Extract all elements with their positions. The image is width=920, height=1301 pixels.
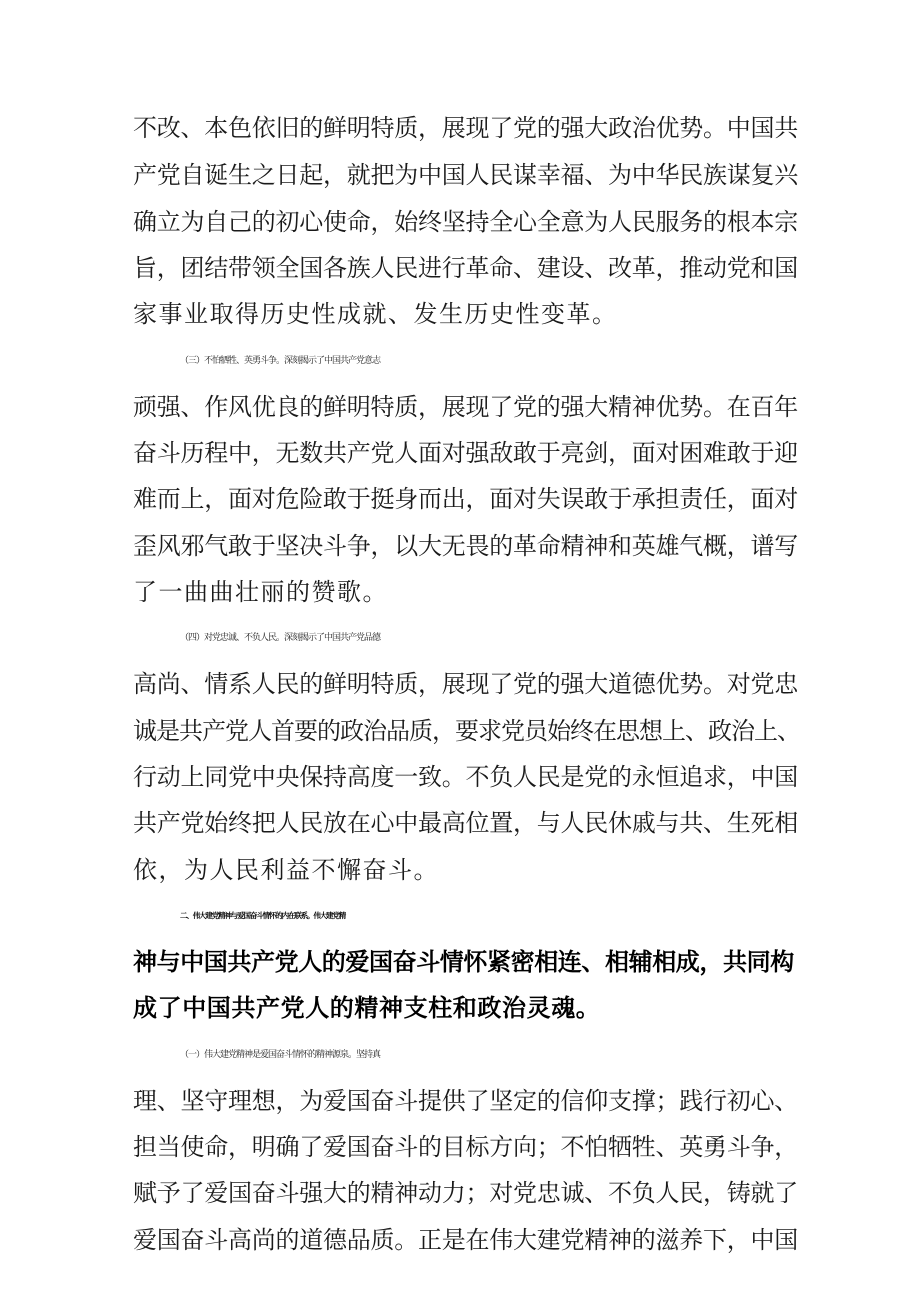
section-heading-line: 成了中国共产党人的精神支柱和政治灵魂。 xyxy=(133,994,601,1022)
body-text-line: 高尚、情系人民的鲜明特质，展现了党的强大道德优势。对党忠 xyxy=(133,670,798,698)
body-text-line: 赋予了爱国奋斗强大的精神动力；对党忠诚、不负人民，铸就了 xyxy=(133,1179,798,1207)
body-text-line: 产党自诞生之日起，就把为中国人民谋幸福、为中华民族谋复兴 xyxy=(133,161,798,189)
body-text-line: 理、坚守理想，为爱国奋斗提供了坚定的信仰支撑；践行初心、 xyxy=(133,1087,798,1115)
body-text-line: 奋斗历程中，无数共产党人面对强敌敢于亮剑，面对困难敢于迎 xyxy=(133,439,798,467)
body-text-line: 了一曲曲壮丽的赞歌。 xyxy=(133,578,388,606)
section-heading-line: 神与中国共产党人的爱国奋斗情怀紧密相连、相辅相成，共同构 xyxy=(133,948,794,976)
body-text-line: 顽强、作风优良的鲜明特质，展现了党的强大精神优势。在百年 xyxy=(133,393,798,421)
body-text-line: 旨，团结带领全国各族人民进行革命、建设、改革，推动党和国 xyxy=(133,254,798,282)
body-text-line: 爱国奋斗高尚的道德品质。正是在伟大建党精神的滋养下，中国 xyxy=(133,1226,798,1254)
body-text-line: 家事业取得历史性成就、发生历史性变革。 xyxy=(133,300,618,328)
section-heading-line: 二、伟大建党精神与爱国奋斗情怀的内在联系。伟大建党精 xyxy=(180,911,346,920)
subsection-title-line: （一）伟大建党精神是爱国奋斗情怀的精神源泉。坚持真 xyxy=(180,1050,381,1060)
body-text-line: 难而上，面对危险敢于挺身而出，面对失误敢于承担责任，面对 xyxy=(133,485,798,513)
body-text-line: 确立为自己的初心使命，始终坚持全心全意为人民服务的根本宗 xyxy=(133,208,798,236)
body-text-line: 共产党始终把人民放在心中最高位置，与人民休戚与共、生死相 xyxy=(133,809,798,837)
subsection-title-line: （三）不怕牺牲、英勇斗争。深刻揭示了中国共产党意志 xyxy=(180,356,381,366)
body-text-line: 不改、本色依旧的鲜明特质，展现了党的强大政治优势。中国共 xyxy=(133,114,798,142)
body-text-line: 依，为人民利益不懈奋斗。 xyxy=(133,856,439,884)
body-text-line: 担当使命，明确了爱国奋斗的目标方向；不怕牺牲、英勇斗争， xyxy=(133,1133,798,1161)
body-text-line: 歪风邪气敢于坚决斗争，以大无畏的革命精神和英雄气概，谱写 xyxy=(133,532,798,560)
body-text-line: 诚是共产党人首要的政治品质，要求党员始终在思想上、政治上、 xyxy=(133,717,800,745)
body-text-line: 行动上同党中央保持高度一致。不负人民是党的永恒追求，中国 xyxy=(133,763,798,791)
subsection-title-line: （四）对党忠诚、不负人民。深刻揭示了中国共产党品德 xyxy=(180,633,381,643)
